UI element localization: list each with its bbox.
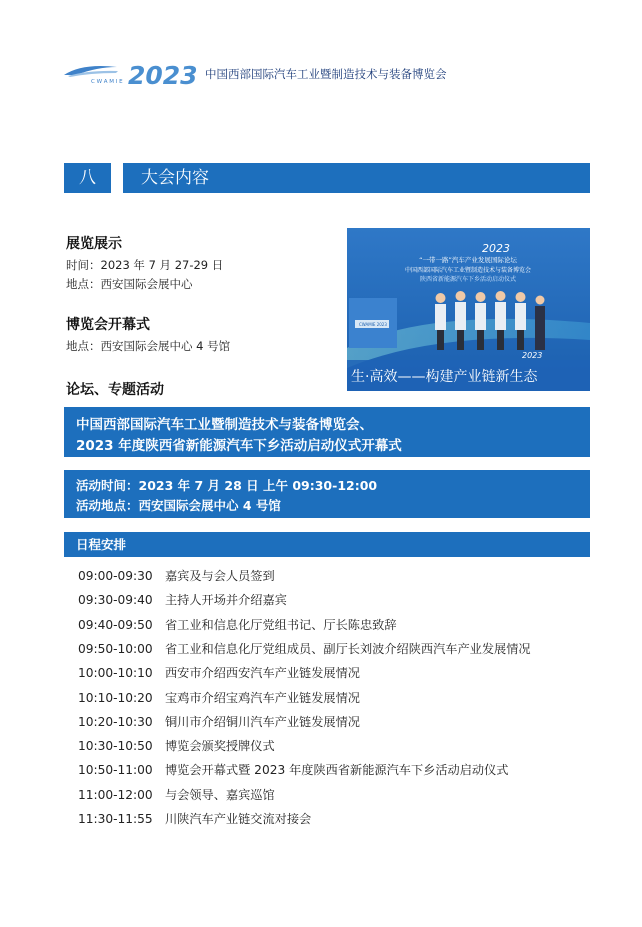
schedule-row (78, 689, 360, 706)
agenda-bar (64, 532, 590, 557)
svg-text:“一带一路”汽车产业发展国际论坛: “一带一路”汽车产业发展国际论坛 (419, 256, 517, 264)
opening-heading: 博览会开幕式 (66, 317, 150, 333)
section-title: 大会内容 (141, 168, 209, 188)
schedule-time: 09:40-09:50 (78, 617, 153, 632)
schedule-row (78, 640, 531, 657)
forum-heading: 论坛、专题活动 (66, 382, 164, 398)
schedule-row (78, 810, 311, 827)
event-title-line1: 中国西部国际汽车工业暨制造技术与装备博览会、 (76, 417, 373, 433)
schedule-item: 西安市介绍西安汽车产业链发展情况 (165, 666, 360, 681)
schedule-row (78, 567, 275, 584)
schedule-time: 09:30-09:40 (78, 593, 153, 608)
schedule-item: 省工业和信息化厅党组书记、厅长陈忠致辞 (165, 617, 397, 632)
schedule-time: 09:00-09:30 (78, 569, 153, 583)
schedule-time: 10:30-10:50 (78, 739, 153, 754)
page-header (62, 58, 582, 90)
svg-text:陕西省新能源汽车下乡活动启动仪式: 陕西省新能源汽车下乡活动启动仪式 (419, 276, 517, 283)
schedule-time: 11:30-11:55 (78, 812, 153, 826)
schedule-item: 宝鸡市介绍宝鸡汽车产业链发展情况 (165, 690, 360, 705)
svg-text:C W A M I E: C W A M I E (91, 79, 123, 85)
opening-place: 地点：西安国际会展中心 4 号馆 (66, 339, 231, 353)
schedule-time: 10:00-10:10 (78, 666, 153, 681)
event-title-line2: 2023 年度陕西省新能源汽车下乡活动启动仪式开幕式 (76, 438, 402, 454)
schedule-time: 09:50-10:00 (78, 641, 153, 656)
section-title-bar (123, 163, 590, 193)
event-title-box (64, 407, 590, 457)
schedule-item: 铜川市介绍铜川汽车产业链发展情况 (165, 714, 360, 729)
svg-text:2023: 2023 (482, 242, 510, 255)
schedule-row (78, 713, 360, 730)
svg-text:中国西部国际汽车工业暨制造技术与装备博览会: 中国西部国际汽车工业暨制造技术与装备博览会 (404, 267, 532, 274)
agenda-label: 日程安排 (76, 537, 127, 552)
expo-name: 中国西部国际汽车工业暨制造技术与装备博览会 (205, 67, 447, 81)
schedule-item: 省工业和信息化厅党组成员、副厅长刘波介绍陕西汽车产业发展情况 (165, 641, 531, 656)
exhibition-heading: 展览展示 (66, 236, 122, 252)
schedule-time: 10:10-10:20 (78, 690, 153, 705)
schedule-item: 博览会颁奖授牌仪式 (165, 739, 275, 754)
schedule-item: 博览会开幕式暨 2023 年度陕西省新能源汽车下乡活动启动仪式 (165, 763, 509, 778)
schedule-row (78, 786, 275, 803)
section-header (64, 163, 590, 193)
schedule-time: 10:20-10:30 (78, 714, 153, 729)
schedule-row (78, 737, 275, 754)
schedule-item: 与会领导、嘉宾巡馆 (165, 787, 275, 802)
schedule-row (78, 761, 508, 778)
event-place: 活动地点：西安国际会展中心 4 号馆 (76, 498, 281, 513)
schedule-row (78, 616, 397, 633)
exhibition-time: 时间：2023 年 7 月 27-29 日 (66, 258, 224, 272)
section-number: 八 (64, 163, 111, 193)
event-time: 活动时间：2023 年 7 月 28 日 上午 09:30-12:00 (76, 478, 378, 493)
opening-ceremony-photo (347, 228, 590, 391)
schedule-item: 嘉宾及与会人员签到 (165, 569, 275, 583)
event-info-box (64, 470, 590, 518)
svg-text:生·高效——构建产业链新生态: 生·高效——构建产业链新生态 (351, 369, 538, 385)
schedule-item: 主持人开场并介绍嘉宾 (165, 593, 287, 608)
schedule-row (78, 591, 287, 608)
cwamie-logo (62, 58, 202, 90)
svg-text:2023: 2023 (128, 61, 198, 90)
exhibition-place: 地点：西安国际会展中心 (66, 277, 193, 291)
svg-text:2023: 2023 (522, 351, 543, 360)
schedule-time: 11:00-12:00 (78, 787, 153, 802)
schedule-row (78, 664, 360, 681)
svg-text:CWAMIE 2023: CWAMIE 2023 (359, 322, 387, 327)
schedule-time: 10:50-11:00 (78, 763, 153, 778)
schedule-item: 川陕汽车产业链交流对接会 (165, 812, 312, 826)
